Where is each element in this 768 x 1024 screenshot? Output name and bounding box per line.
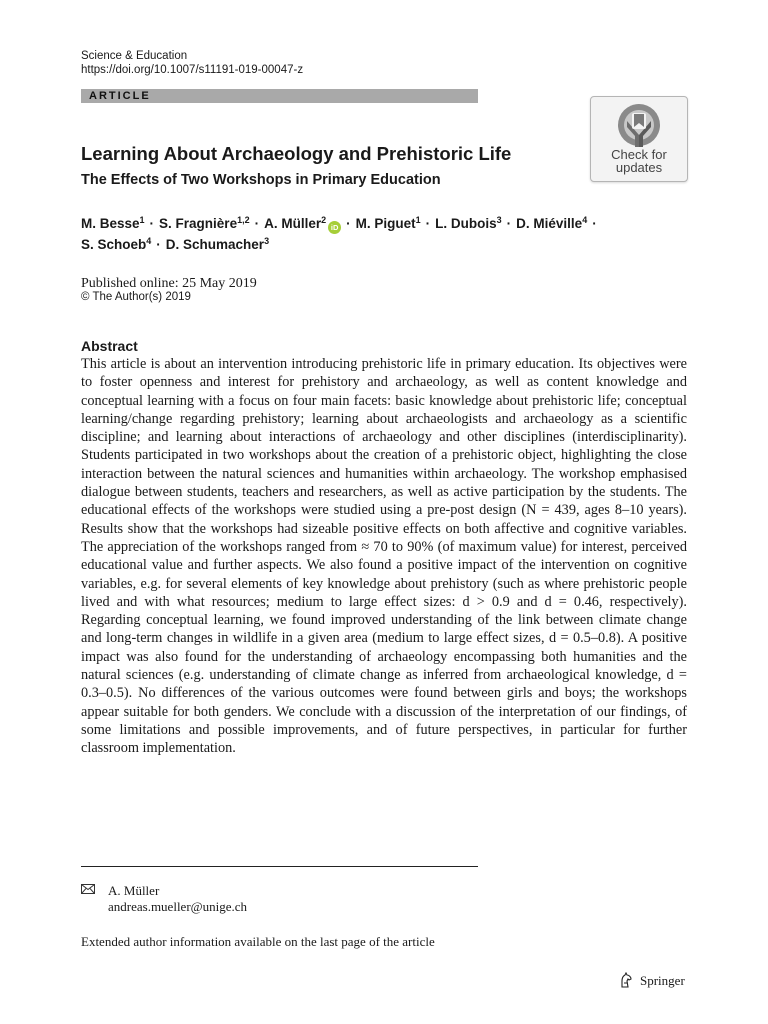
- affiliation-marker: 3: [264, 236, 270, 246]
- author-name: M. Piguet: [355, 216, 416, 231]
- envelope-icon: [81, 884, 95, 894]
- author-name: S. Fragnière: [159, 216, 238, 231]
- affiliation-marker: 1: [139, 215, 145, 225]
- check-for-updates-badge[interactable]: [590, 96, 688, 182]
- author-separator: ·: [425, 216, 431, 231]
- corresponding-author-name: A. Müller: [108, 883, 160, 898]
- affiliation-marker: 1,2: [237, 215, 250, 225]
- journal-name: Science & Education: [81, 50, 188, 62]
- published-date: Published online: 25 May 2019: [81, 276, 257, 291]
- doi-link[interactable]: https://doi.org/10.1007/s11191-019-00047-z: [81, 64, 304, 76]
- corresponding-author-email[interactable]: andreas.mueller@unige.ch: [108, 899, 248, 914]
- author-name: D. Miéville: [516, 216, 583, 231]
- author-line-1: [81, 213, 681, 234]
- author-separator: ·: [592, 216, 597, 231]
- article-subtitle: The Effects of Two Workshops in Primary Education: [81, 172, 441, 188]
- affiliation-marker: 3: [496, 215, 502, 225]
- article-type-bar: [81, 89, 478, 103]
- author-name: S. Schoeb: [81, 237, 147, 252]
- author-separator: ·: [254, 216, 260, 231]
- check-for-updates-line2: updates: [615, 160, 663, 175]
- footnote-divider: [81, 866, 478, 867]
- springer-horse-icon: [619, 972, 633, 988]
- journal-header: [81, 49, 303, 77]
- publisher-name: Springer: [640, 973, 685, 988]
- extended-author-info: Extended author information available on the last page of the article: [81, 934, 435, 949]
- author-line-2: [81, 234, 681, 255]
- publisher-logo: [619, 972, 685, 990]
- orcid-icon[interactable]: iD: [328, 221, 341, 234]
- abstract-text: This article is about an intervention introducing prehistoric life in primary education. Its objectives were to foster openness and interest for prehistory and archaeology, as well as content knowledge and conceptual learning with a focus on four main facets: basic knowledge about prehistoric life; conceptual learning/change regarding prehistory; learning about archaeologists and archaeology as a scientific discipline; and learning about interactions of archaeology and other disciplines (interdisciplinarity). Students participated in two workshops about the creation of a prehistoric object, highlighting the close interaction between the natural sciences and humanities within archaeology. The workshop emphasised dialogue between students, teachers and researchers, as well as active participation by the students. The educational effects of the workshops were studied using a pre-post design (N = 439, ages 8–10 years). Results show that the workshops had sizeable positive effects on both affective and cognitive variables. The appreciation of the workshops ranged from ≈ 70 to 90% (of maximum value) for interest, perceived educational value and further aspects. We also found a positive impact of the intervention on cognitive variables, e.g. for several elements of key knowledge about prehistory (such as where prehistoric people lived and with what resources; medium to large effect sizes: d > 0.9 and d = 0.46, respectively). Regarding conceptual learning, we found improved understanding of the link between climate change and long-term changes in wildlife in a given area (medium to large effect sizes, d = 0.5–0.8). A positive impact was also found for the understanding of archaeology encompassing both humanities and the natural sciences (e.g. understanding of climate change as inferred from archaeological knowledge, d = 0.3–0.5). No differences of the various outcomes were found between girls and boys; the workshops appear suitable for both genders. We conclude with a discussion of the interpretation of our findings, of some limitations and possible improvements, and of future perspectives, in particular for further classroom implementation.: [81, 356, 687, 757]
- author-separator: ·: [149, 216, 155, 231]
- affiliation-marker: 1: [415, 215, 421, 225]
- article-type-label: ARTICLE: [89, 90, 151, 102]
- article-title: Learning About Archaeology and Prehistoric Life: [81, 143, 512, 164]
- author-separator: ·: [346, 216, 351, 231]
- author-name: L. Dubois: [435, 216, 497, 231]
- author-list: [81, 213, 681, 255]
- author-name: M. Besse: [81, 216, 140, 231]
- check-for-updates-icon: [615, 101, 663, 149]
- affiliation-marker: 4: [146, 236, 152, 246]
- affiliation-marker: 2: [321, 215, 327, 225]
- affiliation-marker: 4: [582, 215, 588, 225]
- abstract-heading: Abstract: [81, 338, 138, 354]
- author-name: D. Schumacher: [165, 237, 265, 252]
- check-for-updates-line1: Check for: [611, 147, 667, 162]
- check-for-updates-label: [591, 148, 687, 174]
- author-separator: ·: [506, 216, 512, 231]
- author-name: A. Müller: [264, 216, 322, 231]
- copyright-notice: © The Author(s) 2019: [81, 291, 191, 303]
- author-separator: ·: [156, 237, 161, 252]
